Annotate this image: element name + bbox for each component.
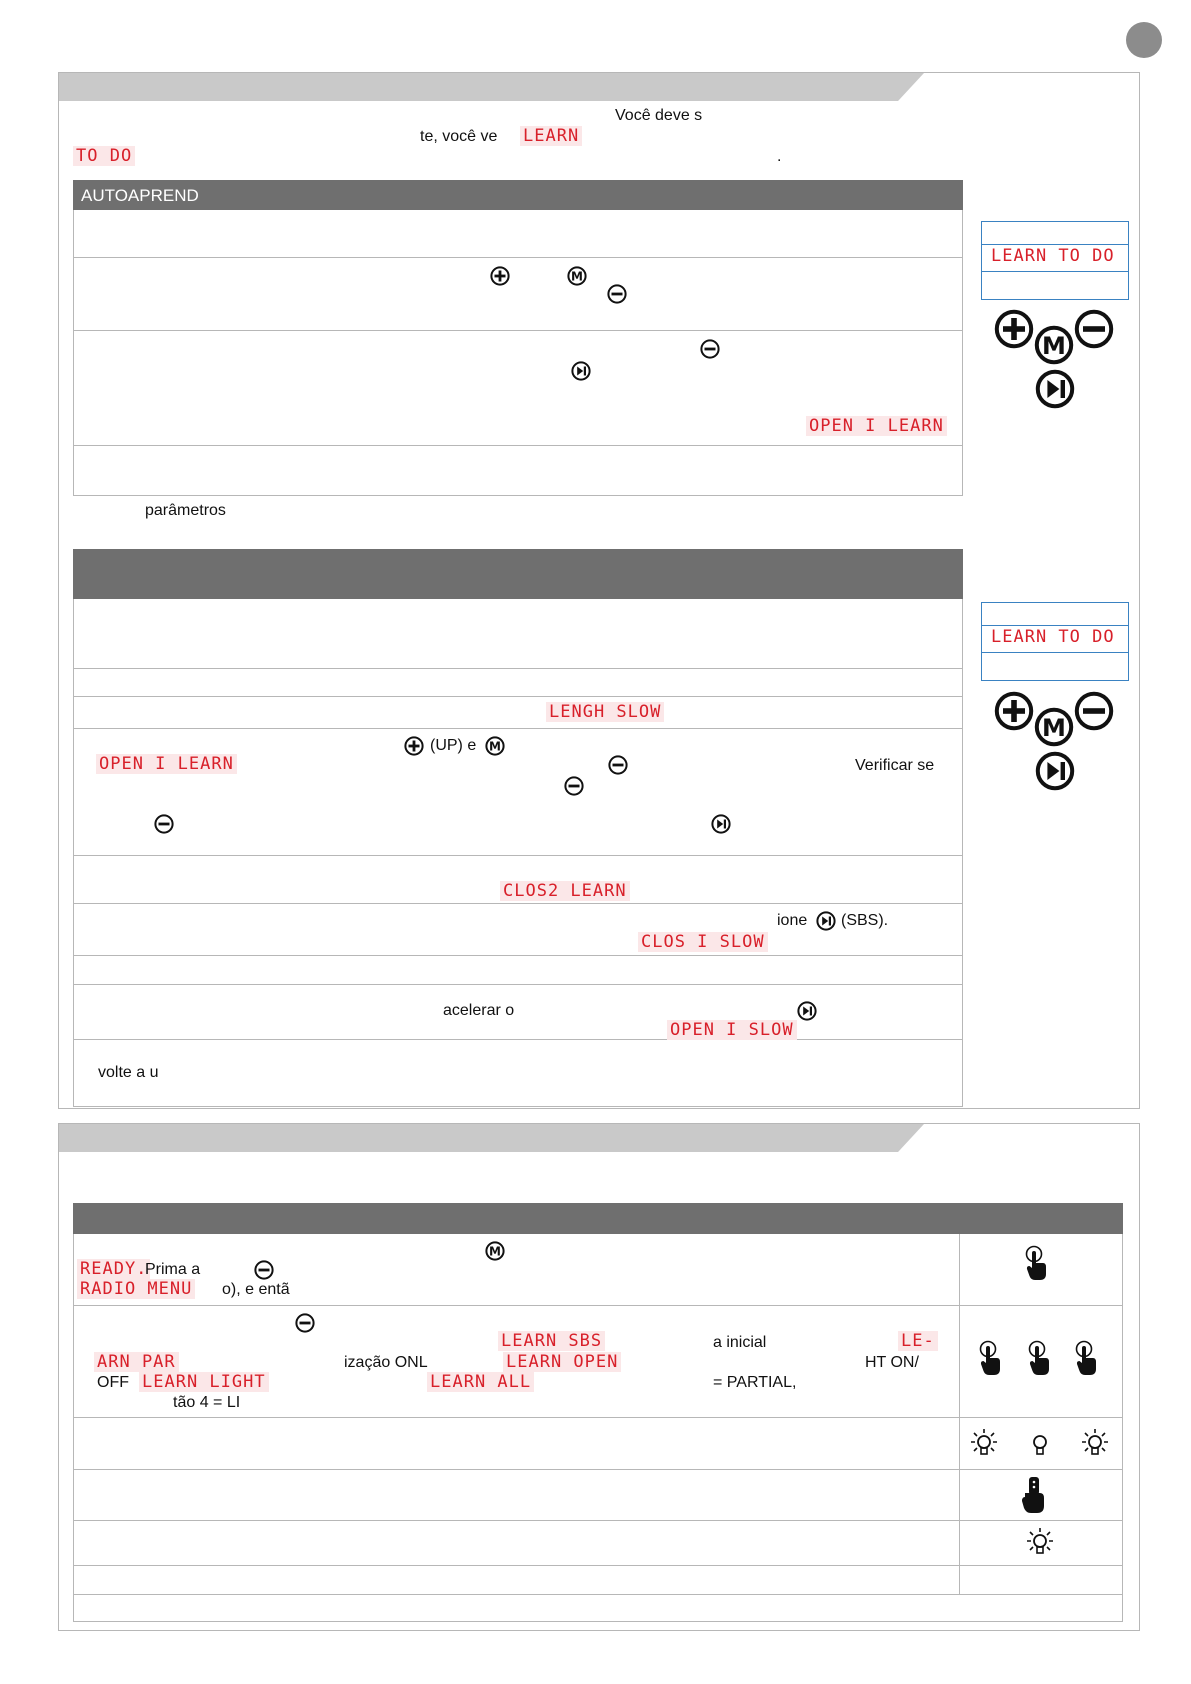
- display-code-ready: READY.: [77, 1259, 150, 1279]
- row-divider: [73, 1469, 1123, 1470]
- table-header-label: AUTOAPREND: [81, 186, 199, 205]
- hand-press-icon: [979, 1340, 1003, 1376]
- light-onoff-text: HT ON/: [865, 1354, 919, 1371]
- plus-button-icon: [994, 309, 1034, 349]
- menu-button-icon: [567, 266, 587, 286]
- bulb-off-icon: [1022, 1427, 1058, 1463]
- minus-button-icon: [607, 284, 627, 304]
- row-divider: [73, 1039, 963, 1040]
- menu-button-icon: [1034, 325, 1074, 365]
- display-code-open-learn: OPEN I LEARN: [96, 754, 237, 774]
- minus-button-icon: [608, 755, 628, 775]
- menu-button-icon: [1034, 707, 1074, 747]
- display-code-arn-par: ARN PAR: [94, 1352, 179, 1372]
- display-code-lengh-slow: LENGH SLOW: [546, 702, 664, 722]
- lcd-display-row: [982, 244, 1128, 272]
- minus-button-icon: [1074, 691, 1114, 731]
- row-divider: [73, 696, 963, 697]
- row-divider: [73, 1417, 1123, 1418]
- button4-text: tão 4 = LI: [173, 1394, 241, 1411]
- table-header-radio: [73, 1203, 1123, 1234]
- minus-button-icon: [564, 776, 584, 796]
- display-code-learn-light: LEARN LIGHT: [139, 1372, 269, 1392]
- press-text: Prima a: [145, 1261, 201, 1278]
- only-text: ização ONL: [344, 1354, 428, 1371]
- display-code-clos1-slow: CLOS I SLOW: [638, 932, 768, 952]
- minus-button-icon: [1074, 309, 1114, 349]
- row-divider: [73, 257, 963, 258]
- remote-hand-icon: [1020, 1475, 1048, 1515]
- minus-button-icon: [254, 1260, 274, 1280]
- verify-text: Verificar se: [855, 757, 935, 774]
- display-code-open-learn: OPEN I LEARN: [806, 416, 947, 436]
- table-autoaprend: [73, 210, 963, 496]
- minus-button-icon: [700, 339, 720, 359]
- bulb-on-icon: [966, 1427, 1002, 1463]
- sbs-button-icon: [1035, 369, 1075, 409]
- row-divider: [73, 855, 963, 856]
- partial-text: = PARTIAL,: [713, 1374, 797, 1391]
- table-header-2: [73, 549, 963, 599]
- row-divider: [73, 668, 963, 669]
- menu-button-icon: [485, 1241, 505, 1261]
- row-divider: [73, 728, 963, 729]
- sbs-button-icon: [571, 361, 591, 381]
- display-code-learn-all: LEARN ALL: [427, 1372, 534, 1392]
- lcd-display-panel: [981, 221, 1129, 300]
- press-text: ione: [777, 912, 808, 929]
- sbs-button-icon: [1035, 751, 1075, 791]
- menu-button-icon: [485, 736, 505, 756]
- return-text: volte a u: [98, 1064, 159, 1081]
- sbs-label: (SBS).: [841, 912, 889, 929]
- row-divider: [73, 955, 963, 956]
- minus-button-icon: [154, 814, 174, 834]
- plus-button-icon: [994, 691, 1034, 731]
- footer-text-parametros: parâmetros: [145, 502, 226, 519]
- row-divider: [73, 1594, 1123, 1595]
- display-code-clos2-learn: CLOS2 LEARN: [500, 881, 630, 901]
- column-divider: [959, 1234, 960, 1594]
- row-divider: [73, 445, 963, 446]
- display-code-to-do: TO DO: [73, 146, 135, 166]
- hand-press-icon: [1028, 1340, 1052, 1376]
- lcd-text: LEARN TO DO: [988, 627, 1118, 647]
- row-divider: [73, 1520, 1123, 1521]
- display-code-learn-sbs: LEARN SBS: [498, 1331, 605, 1351]
- hand-press-icon: [1025, 1245, 1049, 1281]
- section-title-tab-2: [59, 1124, 924, 1152]
- row-divider: [73, 903, 963, 904]
- up-label: (UP) e: [430, 737, 477, 754]
- row-divider: [73, 984, 963, 985]
- plus-button-icon: [404, 736, 424, 756]
- intro-line-2: te, você ve: [420, 128, 498, 145]
- bulb-on-icon: [1022, 1526, 1058, 1562]
- minus-button-icon: [295, 1313, 315, 1333]
- row-divider: [73, 330, 963, 331]
- display-code-learn: LEARN: [520, 126, 582, 146]
- initial-text: a inicial: [713, 1334, 767, 1351]
- table-2: [73, 599, 963, 1107]
- page-number-badge: [1126, 22, 1162, 58]
- display-code-radio-menu: RADIO MENU: [77, 1279, 195, 1299]
- bulb-on-icon: [1077, 1427, 1113, 1463]
- table-header-autoaprend: [73, 180, 963, 210]
- intro-line-1: Você deve s: [615, 107, 703, 124]
- lcd-display-row: [982, 625, 1128, 653]
- sbs-button-icon: [816, 911, 836, 931]
- sbs-button-icon: [711, 814, 731, 834]
- intro-dot: .: [777, 148, 782, 165]
- accelerate-text: acelerar o: [443, 1002, 515, 1019]
- plus-button-icon: [490, 266, 510, 286]
- off-text: OFF: [97, 1374, 129, 1391]
- display-code-le: LE-: [898, 1331, 938, 1351]
- section-title-tab-1: [59, 73, 924, 101]
- row-divider: [73, 1565, 1123, 1566]
- display-code-open1-slow: OPEN I SLOW: [667, 1020, 797, 1040]
- then-text: o), e entã: [222, 1281, 290, 1298]
- row-divider: [73, 1305, 1123, 1306]
- sbs-button-icon: [797, 1001, 817, 1021]
- hand-press-icon: [1075, 1340, 1099, 1376]
- lcd-text: LEARN TO DO: [988, 246, 1118, 266]
- display-code-learn-open: LEARN OPEN: [503, 1352, 621, 1372]
- lcd-display-panel: [981, 602, 1129, 681]
